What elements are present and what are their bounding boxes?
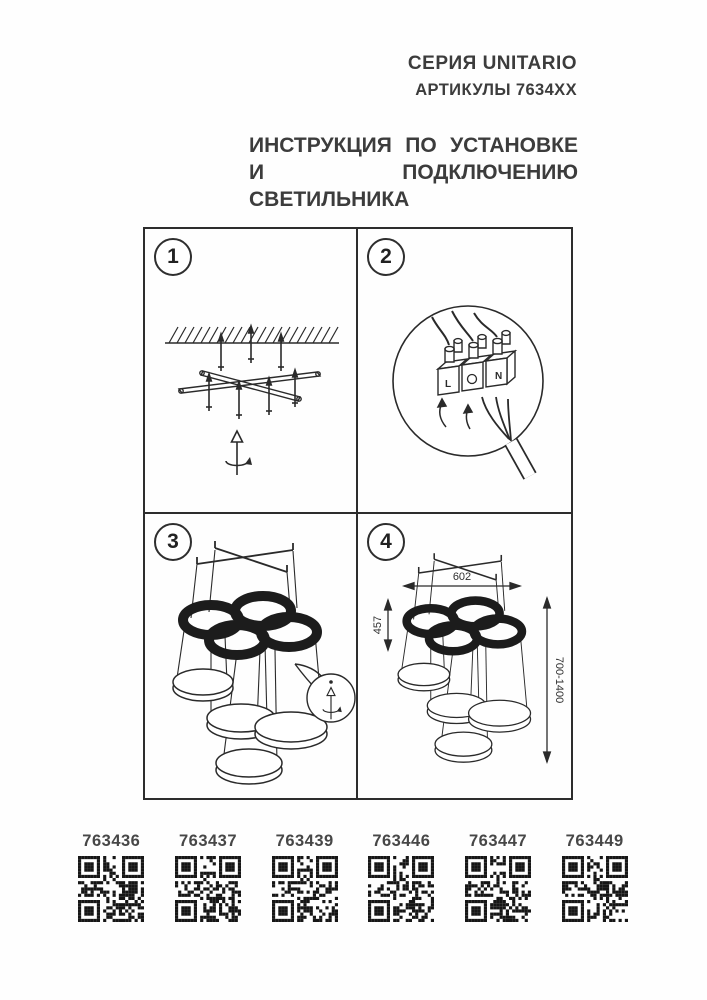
article-code: 763446: [372, 832, 431, 850]
instruction-panels-grid: [143, 227, 573, 800]
qr-code: [78, 856, 144, 922]
article-code: 763449: [565, 832, 624, 850]
panel-1-number: 1: [154, 238, 192, 276]
article-column: [160, 832, 257, 922]
panel-2: [358, 229, 571, 514]
article-column: [546, 832, 643, 922]
article-column: [63, 832, 160, 922]
screw-rotation-arrow: [226, 431, 252, 475]
series-title: СЕРИЯ UNITARIO: [407, 53, 577, 74]
articles-line: АРТИКУЛЫ 7634XX: [415, 80, 577, 99]
page-title: [249, 132, 578, 213]
panel-3-number: 3: [154, 523, 192, 561]
mounting-screws: [206, 326, 298, 419]
page-title-line1: ИНСТРУКЦИЯ ПО УСТАНОВКЕ: [249, 134, 578, 157]
article-code: 763439: [275, 832, 334, 850]
panel-2-number: 2: [367, 238, 405, 276]
article-code: 763436: [82, 832, 141, 850]
article-column: [256, 832, 353, 922]
panel-4-number: 4: [367, 523, 405, 561]
qr-code: [562, 856, 628, 922]
qr-code: [465, 856, 531, 922]
header: [0, 52, 577, 101]
article-column: [353, 832, 450, 922]
mounting-cross-bracket: [179, 371, 320, 401]
article-code: 763437: [178, 832, 238, 850]
qr-code: [368, 856, 434, 922]
article-qr-row: [63, 832, 643, 922]
dimension-width-label: 602: [452, 570, 472, 583]
terminal-label-n: N: [495, 371, 503, 382]
chandelier-drawing: [173, 541, 327, 784]
panel-3: [145, 514, 358, 799]
page-title-line2: И ПОДКЛЮЧЕНИЮ СВЕТИЛЬНИКА: [249, 161, 578, 211]
panel-1: [145, 229, 358, 514]
qr-code: [272, 856, 338, 922]
qr-code: [175, 856, 241, 922]
article-code: 763447: [468, 832, 528, 850]
dimension-range-label: 700-1400: [553, 656, 565, 703]
dimension-height-label: 457: [372, 615, 384, 634]
article-column: [450, 832, 547, 922]
panel-4: [358, 514, 571, 799]
terminal-label-l: L: [445, 379, 452, 390]
